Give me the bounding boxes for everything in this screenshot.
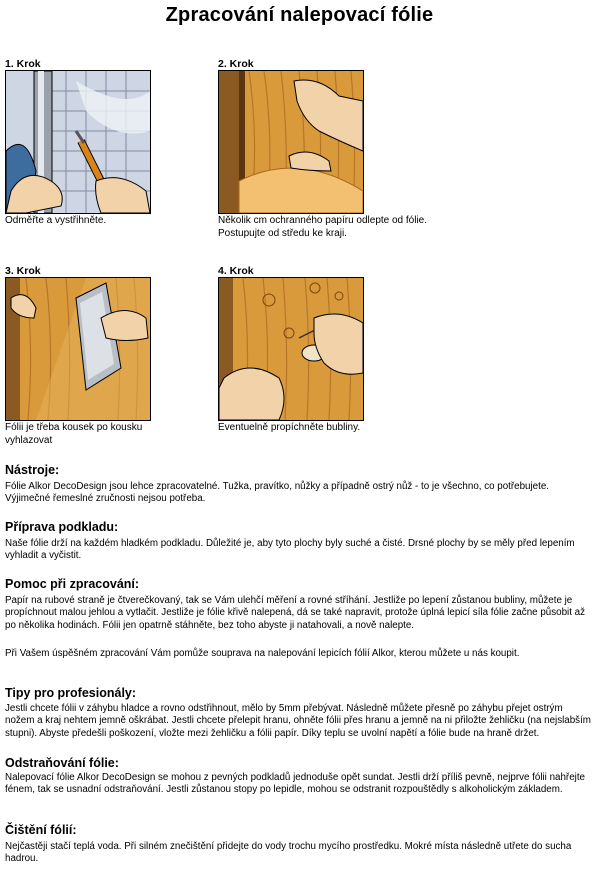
peeling-foil-icon — [219, 71, 363, 213]
section-text-pro-tips: Jestli chcete fólii v záhybu hladce a rovno odstřihnout, mělo by 5mm přebývat. Následně můžete přesně po záhybu přejet ostrým nožem a kraj nehtem jemně oškrábat. Jestli chcete přelepit hranu, ohněte fólii přes hranu a jemně na ni přiložte žehličku (na nejslabším stupni). Abyste předešli poškození, vložte mezi žehličku a fólii papír. Díky teplu se uvolní napětí a fólie bude na hraně držet. — [5, 703, 591, 739]
section-heading-processing-help: Pomoc při zpracování: — [5, 577, 140, 591]
step-3-illustration — [5, 277, 151, 421]
section-heading-surface-prep: Příprava podkladu: — [5, 520, 119, 534]
step-4-caption: Eventuelně propíchněte bubliny. — [218, 422, 361, 433]
step-1-label: 1. Krok — [5, 58, 41, 70]
cutting-knife-ruler-icon — [6, 71, 150, 213]
section-text-surface-prep: Naše fólie drží na každém hladkém podkladu. Důležité je, aby tyto plochy byly suché a čisté. Drsné plochy by se měly před lepením vyhladit a vyčistit. — [5, 538, 575, 562]
section-heading-pro-tips: Tipy pro profesionály: — [5, 686, 137, 700]
step-4-label: 4. Krok — [218, 265, 254, 277]
step-3-caption: Fólii je třeba kousek po kousku vyhlazovat — [5, 422, 143, 446]
step-1-caption: Odměřte a vystřihněte. — [5, 215, 107, 226]
section-text-processing-help-2: Při Vašem úspěšném zpracování Vám pomůže souprava na nalepování lepicích fólií Alkor, kterou můžete u nás koupit. — [5, 648, 520, 659]
page-title: Zpracování nalepovací fólie — [165, 4, 434, 26]
step-2-caption: Několik cm ochranného papíru odlepte od fólie. Postupujte od středu ke kraji. — [218, 215, 428, 239]
needle-bubble-icon — [219, 278, 363, 420]
step-4-illustration — [218, 277, 364, 421]
section-text-removal: Nalepovací fólie Alkor DecoDesign se mohou z pevných podkladů jednoduše opět sundat. Jestli drží příliš pevně, nejprve fólii nahřejte fénem, tak se usnadní odstraňování. Jestli zůstanou stopy po lepidle, mohou se odstranit rozpouštědly s alkoholickým základem. — [5, 772, 585, 796]
squeegee-smoothing-icon — [6, 278, 150, 420]
section-heading-cleaning: Čištění fólií: — [5, 823, 77, 837]
step-2-label: 2. Krok — [218, 58, 254, 70]
section-text-cleaning: Nejčastěji stačí teplá voda. Při silném znečištění přidejte do vody trochu mycího prostředku. Mokré místa následně utřete do sucha hadrou. — [5, 841, 572, 865]
section-text-processing-help-1: Papír na rubové straně je čtverečkovaný, tak se Vám ulehčí měření a rovné stříhání. Jestliže po lepení zůstanou bubliny, můžete je propíchnout malou jehlou a vytlačit. Jestliže je fólie křivě nalepená, dá se také napravit, protože úplná lepicí síla fólie začne působit až po několika hodinách. Fólii jen opatrně stáhněte, bez toho abyste ji natahovali, a nově nalepte. — [5, 595, 585, 631]
section-heading-removal: Odstraňování fólie: — [5, 756, 119, 770]
step-1-illustration — [5, 70, 151, 214]
section-heading-tools: Nástroje: — [5, 463, 60, 477]
step-3-label: 3. Krok — [5, 265, 41, 277]
step-2-illustration — [218, 70, 364, 214]
section-text-tools: Fólie Alkor DecoDesign jsou lehce zpracovatelné. Tužka, pravítko, nůžky a případně ostrý nůž - to je všechno, co potřebujete. Výjimečné řemeslné zručnosti nejsou potřeba. — [5, 481, 550, 505]
